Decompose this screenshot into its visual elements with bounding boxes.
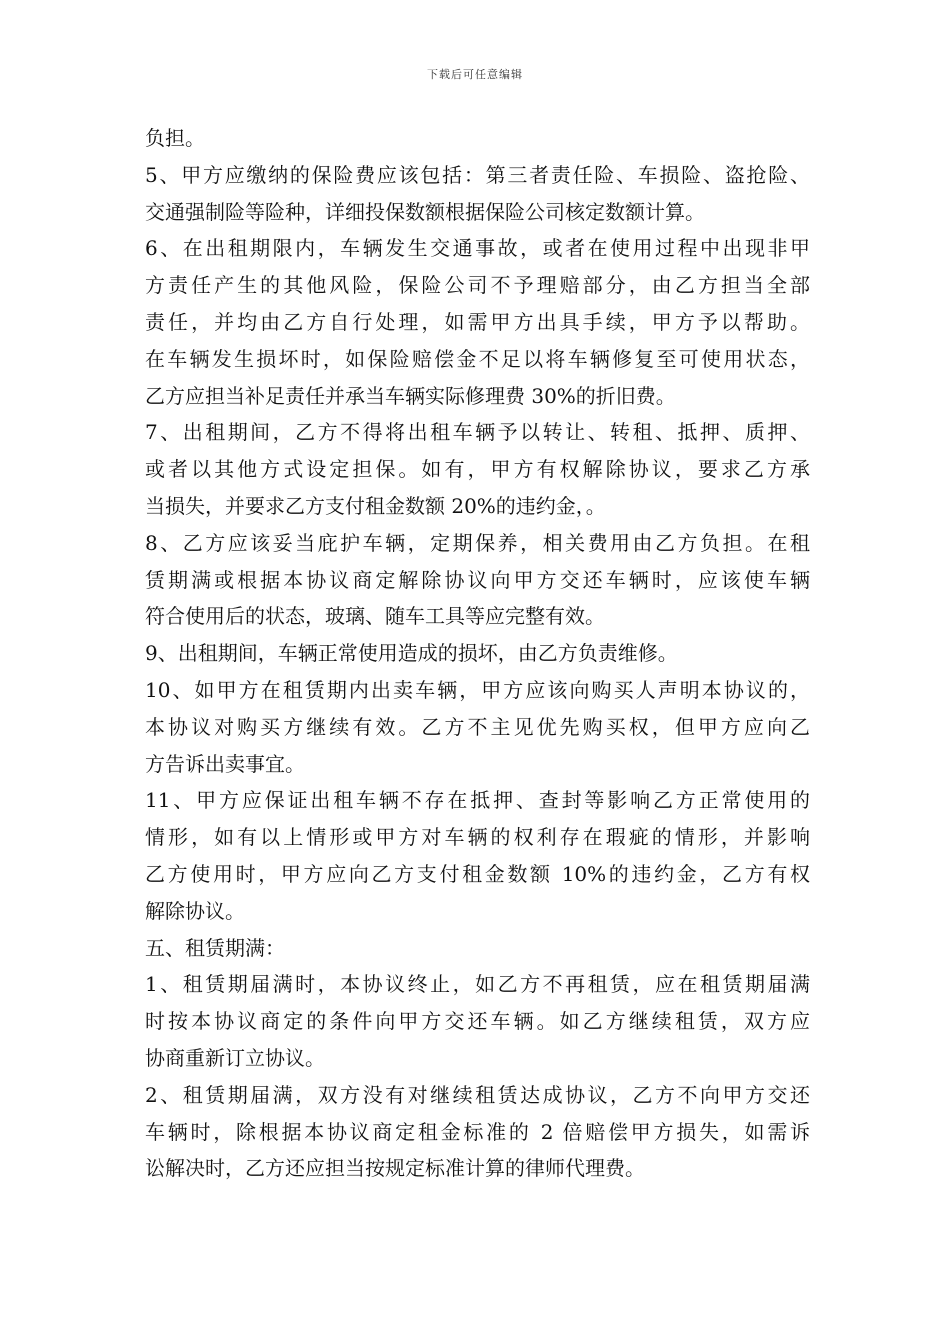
text-line: 乙方应担当补足责任并承当车辆实际修理费 30%的折旧费。	[145, 383, 676, 408]
text-line: 赁期满或根据本协议商定解除协议向甲方交还车辆时，应该使车辆	[145, 567, 810, 592]
text-line: 8、乙方应该妥当庇护车辆，定期保养，相关费用由乙方负担。在租	[145, 530, 810, 555]
text-line: 时按本协议商定的条件向甲方交还车辆。如乙方继续租赁，双方应	[145, 1009, 810, 1034]
text-line: 负担。	[145, 126, 205, 150]
text-line: 11、甲方应保证出租车辆不存在抵押、查封等影响乙方正常使用的	[145, 788, 810, 813]
text-line: 车辆时，除根据本协议商定租金标准的 2 倍赔偿甲方损失，如需诉	[145, 1119, 810, 1144]
text-line: 方告诉出卖事宜。	[145, 751, 305, 776]
text-line: 方责任产生的其他风险，保险公司不予理赔部分，由乙方担当全部	[145, 273, 810, 298]
text-line: 1、租赁期届满时，本协议终止，如乙方不再租赁，应在租赁期届满	[145, 972, 810, 997]
text-line: 10、如甲方在租赁期内出卖车辆，甲方应该向购买人声明本协议的，	[145, 677, 810, 702]
text-line: 当损失，并要求乙方支付租金数额 20%的违约金，。	[145, 493, 606, 518]
text-line: 解除协议。	[145, 898, 245, 923]
page-header-note: 下载后可任意编辑	[427, 68, 523, 81]
text-line: 五、租赁期满：	[145, 935, 285, 960]
text-line: 情形，如有以上情形或甲方对车辆的权利存在瑕疵的情形，并影响	[145, 825, 810, 850]
text-line: 2、租赁期届满，双方没有对继续租赁达成协议，乙方不向甲方交还	[145, 1082, 810, 1107]
text-line: 责任，并均由乙方自行处理，如需甲方出具手续，甲方予以帮助。	[145, 309, 810, 334]
text-line: 本协议对购买方继续有效。乙方不主见优先购买权，但甲方应向乙	[145, 714, 810, 739]
text-line: 或者以其他方式设定担保。如有，甲方有权解除协议，要求乙方承	[145, 457, 810, 482]
text-line: 6、在出租期限内，车辆发生交通事故，或者在使用过程中出现非甲	[145, 236, 810, 261]
document-body	[145, 120, 810, 1187]
text-line: 协商重新订立协议。	[145, 1045, 325, 1070]
text-line: 5、甲方应缴纳的保险费应该包括：第三者责任险、车损险、盗抢险、	[145, 162, 810, 187]
text-line: 9、出租期间，车辆正常使用造成的损坏，由乙方负责维修。	[145, 641, 678, 666]
text-line: 符合使用后的状态，玻璃、随车工具等应完整有效。	[145, 604, 605, 629]
text-line: 讼解决时，乙方还应担当按规定标准计算的律师代理费。	[145, 1156, 645, 1181]
text-line: 乙方使用时，甲方应向乙方支付租金数额 10%的违约金，乙方有权	[145, 861, 810, 886]
text-line: 在车辆发生损坏时，如保险赔偿金不足以将车辆修复至可使用状态，	[145, 346, 810, 371]
text-line: 交通强制险等险种，详细投保数额根据保险公司核定数额计算。	[145, 199, 705, 224]
text-line: 7、出租期间，乙方不得将出租车辆予以转让、转租、抵押、质押、	[145, 420, 810, 445]
